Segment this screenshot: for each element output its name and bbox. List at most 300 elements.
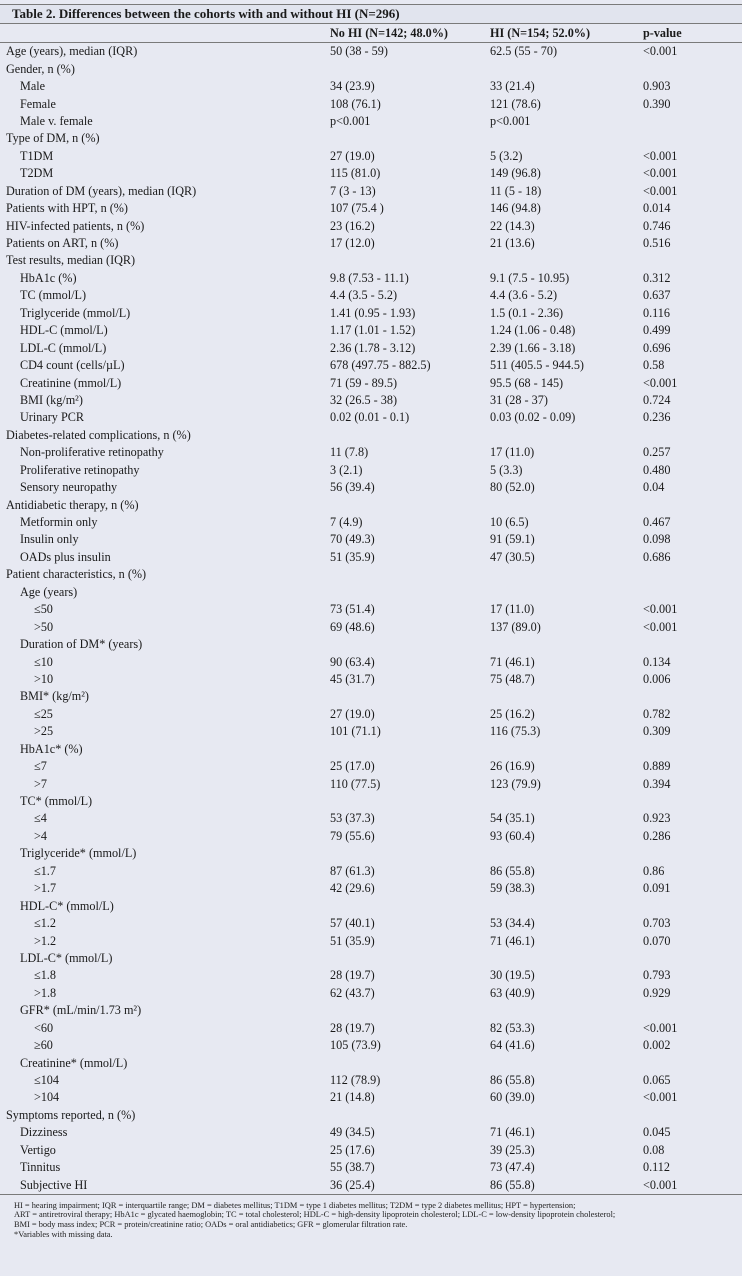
table-row <box>0 636 742 653</box>
p-value: 0.014 <box>643 201 671 216</box>
hi-value: 4.4 (3.6 - 5.2) <box>490 288 558 303</box>
table-row <box>0 741 742 758</box>
no-hi-value: 70 (49.3) <box>330 532 375 547</box>
table-row <box>0 549 742 566</box>
row-label: HDL-C (mmol/L) <box>20 323 108 338</box>
row-label: BMI* (kg/m²) <box>20 689 89 704</box>
row-label: Gender, n (%) <box>6 61 75 76</box>
row-label: OADs plus insulin <box>20 549 111 564</box>
row-label: ≤50 <box>34 602 53 617</box>
no-hi-value: 1.17 (1.01 - 1.52) <box>330 323 416 338</box>
hi-value <box>490 252 643 269</box>
row-label: HbA1c (%) <box>20 270 77 285</box>
no-hi-value: 7 (4.9) <box>330 515 363 530</box>
p-value: 0.112 <box>643 1160 670 1175</box>
header-no-hi: No HI (N=142; 48.0%) <box>330 24 490 43</box>
row-label: Duration of DM* (years) <box>20 637 143 652</box>
no-hi-value: 53 (37.3) <box>330 811 375 826</box>
p-value: 0.045 <box>643 1125 671 1140</box>
hi-value: 22 (14.3) <box>490 218 535 233</box>
p-value <box>643 950 742 967</box>
row-label: ≤104 <box>34 1073 59 1088</box>
hi-value: 149 (96.8) <box>490 166 541 181</box>
table-row <box>0 374 742 391</box>
p-value: 0.499 <box>643 323 671 338</box>
hi-value: 11 (5 - 18) <box>490 183 542 198</box>
table-row <box>0 897 742 914</box>
table-row <box>0 496 742 513</box>
p-value: <0.001 <box>643 375 678 390</box>
p-value: 0.098 <box>643 532 671 547</box>
table-title: Table 2. Differences between the cohorts with and without HI (N=296) <box>0 4 742 24</box>
table-row <box>0 618 742 635</box>
row-label: Type of DM, n (%) <box>6 131 100 146</box>
no-hi-value: 115 (81.0) <box>330 166 381 181</box>
no-hi-value: 27 (19.0) <box>330 706 375 721</box>
hi-value: 9.1 (7.5 - 10.95) <box>490 270 570 285</box>
p-value: 0.091 <box>643 881 671 896</box>
hi-value: 95.5 (68 - 145) <box>490 375 564 390</box>
hi-value: 71 (46.1) <box>490 654 535 669</box>
row-label: Creatinine (mmol/L) <box>20 375 122 390</box>
no-hi-value: 57 (40.1) <box>330 916 375 931</box>
row-label: GFR* (mL/min/1.73 m²) <box>20 1003 142 1018</box>
p-value: 0.394 <box>643 776 671 791</box>
table-row <box>0 985 742 1002</box>
table-body <box>0 43 742 1195</box>
no-hi-value: 23 (16.2) <box>330 218 375 233</box>
table-row <box>0 950 742 967</box>
hi-value: 26 (16.9) <box>490 759 535 774</box>
no-hi-value: 87 (61.3) <box>330 863 375 878</box>
table-row <box>0 444 742 461</box>
row-label: ≤1.7 <box>34 863 56 878</box>
row-label: T1DM <box>20 148 54 163</box>
p-value <box>643 845 742 862</box>
row-label: Tinnitus <box>20 1160 61 1175</box>
p-value <box>643 584 742 601</box>
hi-value: 137 (89.0) <box>490 619 541 634</box>
row-label: ≤25 <box>34 706 53 721</box>
no-hi-value <box>330 845 490 862</box>
table-row <box>0 967 742 984</box>
row-label: >10 <box>34 671 54 686</box>
hi-value <box>490 845 643 862</box>
row-label: CD4 count (cells/µL) <box>20 358 125 373</box>
row-label: BMI (kg/m²) <box>20 392 83 407</box>
hi-value <box>490 741 643 758</box>
row-label: LDL-C (mmol/L) <box>20 340 107 355</box>
no-hi-value <box>330 584 490 601</box>
hi-value: 2.39 (1.66 - 3.18) <box>490 340 576 355</box>
p-value: 0.686 <box>643 549 671 564</box>
hi-value <box>490 427 643 444</box>
p-value <box>643 427 742 444</box>
hi-value: 0.03 (0.02 - 0.09) <box>490 410 576 425</box>
no-hi-value: 4.4 (3.5 - 5.2) <box>330 288 398 303</box>
row-label: ≥60 <box>34 1038 53 1053</box>
hi-value <box>490 950 643 967</box>
p-value: 0.903 <box>643 79 671 94</box>
table-row <box>0 1002 742 1019</box>
p-value: 0.134 <box>643 654 671 669</box>
row-label: >104 <box>34 1090 60 1105</box>
table-row <box>0 688 742 705</box>
no-hi-value <box>330 688 490 705</box>
p-value: 0.002 <box>643 1038 671 1053</box>
row-label: HbA1c* (%) <box>20 741 83 756</box>
no-hi-value <box>330 1054 490 1071</box>
table-row <box>0 95 742 112</box>
hi-value <box>490 1002 643 1019</box>
hi-value <box>490 584 643 601</box>
table-row <box>0 252 742 269</box>
table-row <box>0 479 742 496</box>
table-row <box>0 1176 742 1194</box>
hi-value <box>490 1054 643 1071</box>
no-hi-value: 25 (17.0) <box>330 759 375 774</box>
hi-value: 82 (53.3) <box>490 1020 535 1035</box>
no-hi-value: 42 (29.6) <box>330 881 375 896</box>
row-label: Diabetes-related complications, n (%) <box>6 427 191 442</box>
p-value: <0.001 <box>643 1020 678 1035</box>
table-row <box>0 706 742 723</box>
row-label: <60 <box>34 1020 54 1035</box>
table-row <box>0 793 742 810</box>
header-variable <box>0 24 330 43</box>
hi-value <box>490 897 643 914</box>
hi-value: 31 (28 - 37) <box>490 392 548 407</box>
hi-value: 146 (94.8) <box>490 201 541 216</box>
no-hi-value: 71 (59 - 89.5) <box>330 375 398 390</box>
hi-value: 75 (48.7) <box>490 671 535 686</box>
p-value: 0.782 <box>643 706 671 721</box>
p-value: <0.001 <box>643 44 678 59</box>
no-hi-value: 51 (35.9) <box>330 549 375 564</box>
row-label: >4 <box>34 828 47 843</box>
hi-value: 123 (79.9) <box>490 776 541 791</box>
table-row <box>0 828 742 845</box>
no-hi-value <box>330 1002 490 1019</box>
p-value: 0.08 <box>643 1142 665 1157</box>
p-value <box>643 252 742 269</box>
row-label: Male <box>20 79 46 94</box>
no-hi-value <box>330 1107 490 1124</box>
p-value: 0.116 <box>643 305 670 320</box>
table-row <box>0 845 742 862</box>
p-value: <0.001 <box>643 1090 678 1105</box>
no-hi-value: 9.8 (7.53 - 11.1) <box>330 270 409 285</box>
p-value: 0.065 <box>643 1073 671 1088</box>
p-value: 0.637 <box>643 288 671 303</box>
p-value: <0.001 <box>643 602 678 617</box>
no-hi-value: 21 (14.8) <box>330 1090 375 1105</box>
p-value: 0.286 <box>643 828 671 843</box>
table-row <box>0 1054 742 1071</box>
no-hi-value: 105 (73.9) <box>330 1038 381 1053</box>
row-label: >25 <box>34 724 54 739</box>
no-hi-value: p<0.001 <box>330 113 371 128</box>
table-row <box>0 775 742 792</box>
no-hi-value: 32 (26.5 - 38) <box>330 392 398 407</box>
hi-value: 62.5 (55 - 70) <box>490 44 558 59</box>
row-label: >1.2 <box>34 933 57 948</box>
hi-value: 47 (30.5) <box>490 549 535 564</box>
p-value: 0.390 <box>643 96 671 111</box>
p-value: 0.923 <box>643 811 671 826</box>
no-hi-value <box>330 897 490 914</box>
row-label: Male v. female <box>20 113 93 128</box>
no-hi-value: 17 (12.0) <box>330 236 375 251</box>
hi-value: 91 (59.1) <box>490 532 535 547</box>
hi-value: 116 (75.3) <box>490 724 541 739</box>
p-value: 0.006 <box>643 671 671 686</box>
row-label: Subjective HI <box>0 1176 330 1194</box>
no-hi-value <box>330 252 490 269</box>
hi-value <box>490 566 643 583</box>
hi-value <box>490 496 643 513</box>
row-label: Female <box>20 96 56 111</box>
row-label: Triglyceride (mmol/L) <box>20 305 131 320</box>
table-row <box>0 514 742 531</box>
header-hi: HI (N=154; 52.0%) <box>490 24 643 43</box>
footnote-line: BMI = body mass index; PCR = protein/creatinine ratio; OADs = oral antidiabetics; GFR = glomerular filtration rate. <box>14 1220 408 1230</box>
table-row <box>0 130 742 147</box>
table-row <box>0 531 742 548</box>
row-label: Creatinine* (mmol/L) <box>20 1055 128 1070</box>
table-row <box>0 584 742 601</box>
no-hi-value: 79 (55.6) <box>330 828 375 843</box>
p-value: <0.001 <box>643 183 678 198</box>
table-row <box>0 357 742 374</box>
no-hi-value: 1.41 (0.95 - 1.93) <box>330 305 416 320</box>
row-label: Test results, median (IQR) <box>6 253 136 268</box>
row-label: Sensory neuropathy <box>20 480 118 495</box>
hi-value: 73 (47.4) <box>490 1160 535 1175</box>
table-row <box>0 270 742 287</box>
no-hi-value: 51 (35.9) <box>330 933 375 948</box>
p-value <box>643 741 742 758</box>
table-row <box>0 217 742 234</box>
hi-value: 21 (13.6) <box>490 236 535 251</box>
row-label: >50 <box>34 619 54 634</box>
p-value <box>643 1002 742 1019</box>
p-value: 0.467 <box>643 515 671 530</box>
hi-value: 511 (405.5 - 944.5) <box>490 358 584 373</box>
table-row <box>0 1159 742 1176</box>
row-label: >7 <box>34 776 47 791</box>
hi-value: 86 (55.8) <box>490 1176 643 1194</box>
no-hi-value: 678 (497.75 - 882.5) <box>330 358 431 373</box>
hi-value: 53 (34.4) <box>490 916 535 931</box>
hi-value: 64 (41.6) <box>490 1038 535 1053</box>
table-footnotes <box>0 1195 742 1239</box>
no-hi-value: 28 (19.7) <box>330 1020 375 1035</box>
table-row <box>0 1020 742 1037</box>
row-label: HIV-infected patients, n (%) <box>6 218 145 233</box>
table-row <box>0 148 742 165</box>
row-label: Symptoms reported, n (%) <box>6 1107 136 1122</box>
row-label: ≤1.8 <box>34 968 56 983</box>
table-row <box>0 1089 742 1106</box>
table-row <box>0 1107 742 1124</box>
row-label: TC (mmol/L) <box>20 288 87 303</box>
no-hi-value: 56 (39.4) <box>330 480 375 495</box>
p-value: <0.001 <box>643 166 678 181</box>
table-row <box>0 1142 742 1159</box>
footnote-line: ART = antiretroviral therapy; HbA1c = glycated haemoglobin; TC = total cholesterol; HDL-C = high-density lipoprotein cholesterol; LDL-C = low-density lipoprotein cholesterol; <box>14 1210 616 1220</box>
hi-value: 33 (21.4) <box>490 79 535 94</box>
no-hi-value <box>330 793 490 810</box>
row-label: Non-proliferative retinopathy <box>20 445 164 460</box>
table-row <box>0 758 742 775</box>
no-hi-value: 25 (17.6) <box>330 1142 375 1157</box>
row-label: Insulin only <box>20 532 79 547</box>
no-hi-value: 90 (63.4) <box>330 654 375 669</box>
p-value: 0.793 <box>643 968 671 983</box>
p-value: 0.746 <box>643 218 671 233</box>
table-header-row <box>0 24 742 43</box>
hi-value: 93 (60.4) <box>490 828 535 843</box>
p-value: 0.480 <box>643 462 671 477</box>
no-hi-value: 34 (23.9) <box>330 79 375 94</box>
p-value: 0.312 <box>643 270 671 285</box>
hi-value: 1.5 (0.1 - 2.36) <box>490 305 564 320</box>
p-value <box>643 496 742 513</box>
no-hi-value: 11 (7.8) <box>330 445 369 460</box>
no-hi-value: 0.02 (0.01 - 0.1) <box>330 410 410 425</box>
table-row <box>0 60 742 77</box>
table-row <box>0 601 742 618</box>
table-row <box>0 880 742 897</box>
no-hi-value: 7 (3 - 13) <box>330 183 376 198</box>
no-hi-value: 55 (38.7) <box>330 1160 375 1175</box>
p-value: <0.001 <box>643 148 678 163</box>
row-label: HDL-C* (mmol/L) <box>20 898 114 913</box>
table-row <box>0 200 742 217</box>
p-value: 0.889 <box>643 759 671 774</box>
table-row <box>0 339 742 356</box>
row-label: ≤4 <box>34 811 47 826</box>
table-row <box>0 287 742 304</box>
row-label: Vertigo <box>20 1142 56 1157</box>
hi-value: 60 (39.0) <box>490 1090 535 1105</box>
table-row <box>0 392 742 409</box>
hi-value: 121 (78.6) <box>490 96 541 111</box>
p-value <box>643 566 742 583</box>
p-value: 0.86 <box>643 863 665 878</box>
table-row <box>0 235 742 252</box>
table-row <box>0 1124 742 1141</box>
hi-value: 17 (11.0) <box>490 602 535 617</box>
no-hi-value: 45 (31.7) <box>330 671 375 686</box>
results-table <box>0 24 742 1195</box>
p-value <box>643 60 742 77</box>
p-value <box>643 793 742 810</box>
table-row <box>0 43 742 61</box>
table-row <box>0 165 742 182</box>
table-row <box>0 305 742 322</box>
no-hi-value: 3 (2.1) <box>330 462 363 477</box>
row-label: Patients with HPT, n (%) <box>6 201 128 216</box>
hi-value <box>490 60 643 77</box>
p-value: <0.001 <box>643 1176 742 1194</box>
row-label: Triglyceride* (mmol/L) <box>20 846 137 861</box>
hi-value: 30 (19.5) <box>490 968 535 983</box>
table-row <box>0 671 742 688</box>
p-value <box>643 897 742 914</box>
table-row <box>0 723 742 740</box>
hi-value: 80 (52.0) <box>490 480 535 495</box>
row-label: T2DM <box>20 166 54 181</box>
table-row <box>0 183 742 200</box>
no-hi-value: 28 (19.7) <box>330 968 375 983</box>
no-hi-value: 50 (38 - 59) <box>330 44 388 59</box>
p-value: 0.696 <box>643 340 671 355</box>
p-value: 0.309 <box>643 724 671 739</box>
row-label: Dizziness <box>20 1125 68 1140</box>
table-row <box>0 1037 742 1054</box>
hi-value <box>490 688 643 705</box>
table-row <box>0 322 742 339</box>
row-label: ≤10 <box>34 654 53 669</box>
row-label: >1.8 <box>34 985 57 1000</box>
p-value: 0.070 <box>643 933 671 948</box>
p-value: 0.04 <box>643 480 665 495</box>
p-value <box>643 688 742 705</box>
footnote-line: HI = hearing impairment; IQR = interquartile range; DM = diabetes mellitus; T1DM = type 1 diabetes mellitus; T2DM = type 2 diabetes mellitus; HPT = hypertension; <box>14 1200 576 1210</box>
hi-value: p<0.001 <box>490 113 531 128</box>
no-hi-value <box>330 130 490 147</box>
no-hi-value <box>330 60 490 77</box>
hi-value: 1.24 (1.06 - 0.48) <box>490 323 576 338</box>
hi-value: 71 (46.1) <box>490 933 535 948</box>
table-row <box>0 932 742 949</box>
hi-value <box>490 636 643 653</box>
no-hi-value: 73 (51.4) <box>330 602 375 617</box>
p-value: 0.724 <box>643 392 671 407</box>
table-row <box>0 462 742 479</box>
row-label: >1.7 <box>34 881 57 896</box>
hi-value: 59 (38.3) <box>490 881 535 896</box>
hi-value: 54 (35.1) <box>490 811 535 826</box>
hi-value: 17 (11.0) <box>490 445 535 460</box>
hi-value: 25 (16.2) <box>490 706 535 721</box>
table-row <box>0 566 742 583</box>
no-hi-value <box>330 950 490 967</box>
no-hi-value <box>330 496 490 513</box>
no-hi-value: 49 (34.5) <box>330 1125 375 1140</box>
header-p-value: p-value <box>643 24 742 43</box>
row-label: Age (years), median (IQR) <box>6 44 138 59</box>
no-hi-value: 27 (19.0) <box>330 148 375 163</box>
hi-value: 39 (25.3) <box>490 1142 535 1157</box>
row-label: TC* (mmol/L) <box>20 794 93 809</box>
table-row <box>0 653 742 670</box>
p-value: 0.703 <box>643 916 671 931</box>
hi-value: 86 (55.8) <box>490 1073 535 1088</box>
hi-value: 71 (46.1) <box>490 1125 535 1140</box>
table-row <box>0 78 742 95</box>
hi-value: 10 (6.5) <box>490 515 529 530</box>
p-value: <0.001 <box>643 619 678 634</box>
table-row <box>0 915 742 932</box>
table-row <box>0 409 742 426</box>
row-label: Proliferative retinopathy <box>20 462 140 477</box>
p-value: 0.929 <box>643 985 671 1000</box>
row-label: ≤7 <box>34 759 47 774</box>
p-value <box>643 1054 742 1071</box>
